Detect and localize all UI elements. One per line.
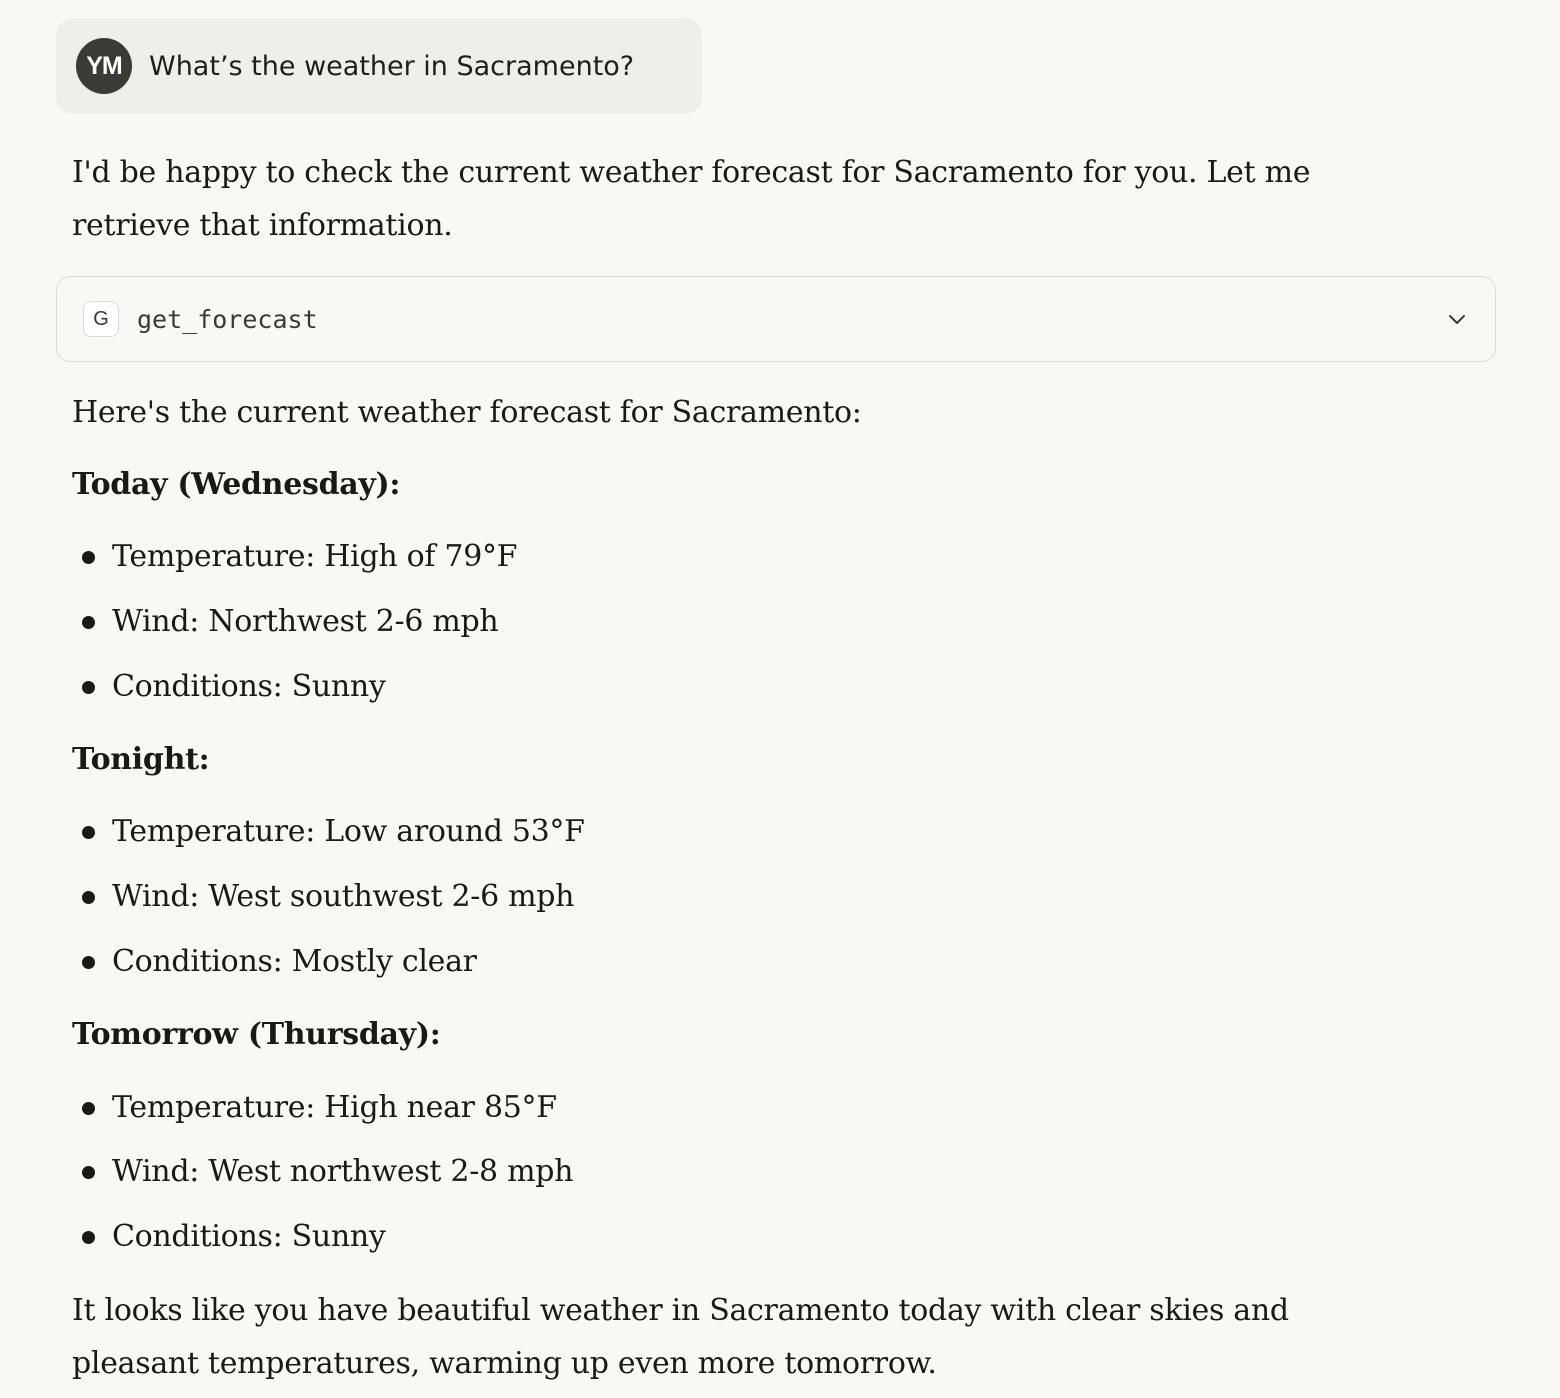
bullet-dot bbox=[82, 956, 95, 969]
tool-icon: G bbox=[83, 301, 119, 337]
bullet-dot bbox=[82, 551, 95, 564]
section-heading-today: Today (Wednesday): bbox=[72, 467, 401, 502]
bullet-dot bbox=[82, 1102, 95, 1115]
assistant-lead-text: Here's the current weather forecast for Sacramento: bbox=[72, 395, 862, 430]
bullet-dot bbox=[82, 681, 95, 694]
bullet-dot bbox=[82, 616, 95, 629]
list-item: Conditions: Sunny bbox=[112, 1219, 386, 1254]
user-message-bubble bbox=[56, 18, 702, 114]
chevron-down-icon[interactable] bbox=[1443, 305, 1471, 333]
user-message-text: What’s the weather in Sacramento? bbox=[149, 50, 635, 82]
list-item: Wind: West southwest 2-6 mph bbox=[112, 879, 575, 914]
list-item: Wind: West northwest 2-8 mph bbox=[112, 1154, 574, 1189]
user-avatar: YM bbox=[76, 38, 132, 94]
tool-name: get_forecast bbox=[137, 304, 318, 334]
tool-call-card[interactable] bbox=[56, 276, 1496, 362]
bullet-dot bbox=[82, 826, 95, 839]
bullet-dot bbox=[82, 1231, 95, 1244]
list-item: Temperature: Low around 53°F bbox=[112, 814, 585, 849]
assistant-intro-text: I'd be happy to check the current weather forecast for Sacramento for you. Let me retrieve that information. bbox=[72, 155, 1311, 243]
section-heading-tomorrow: Tomorrow (Thursday): bbox=[72, 1017, 441, 1052]
list-item: Temperature: High near 85°F bbox=[112, 1090, 557, 1125]
list-item: Wind: Northwest 2-6 mph bbox=[112, 604, 499, 639]
list-item: Temperature: High of 79°F bbox=[112, 539, 518, 574]
list-item: Conditions: Mostly clear bbox=[112, 944, 477, 979]
section-heading-tonight: Tonight: bbox=[72, 742, 210, 777]
assistant-outro-text: It looks like you have beautiful weather in Sacramento today with clear skies and pleasant temperatures, warming up even more tomorrow. bbox=[72, 1293, 1289, 1381]
bullet-dot bbox=[82, 891, 95, 904]
bullet-dot bbox=[82, 1166, 95, 1179]
list-item: Conditions: Sunny bbox=[112, 669, 386, 704]
